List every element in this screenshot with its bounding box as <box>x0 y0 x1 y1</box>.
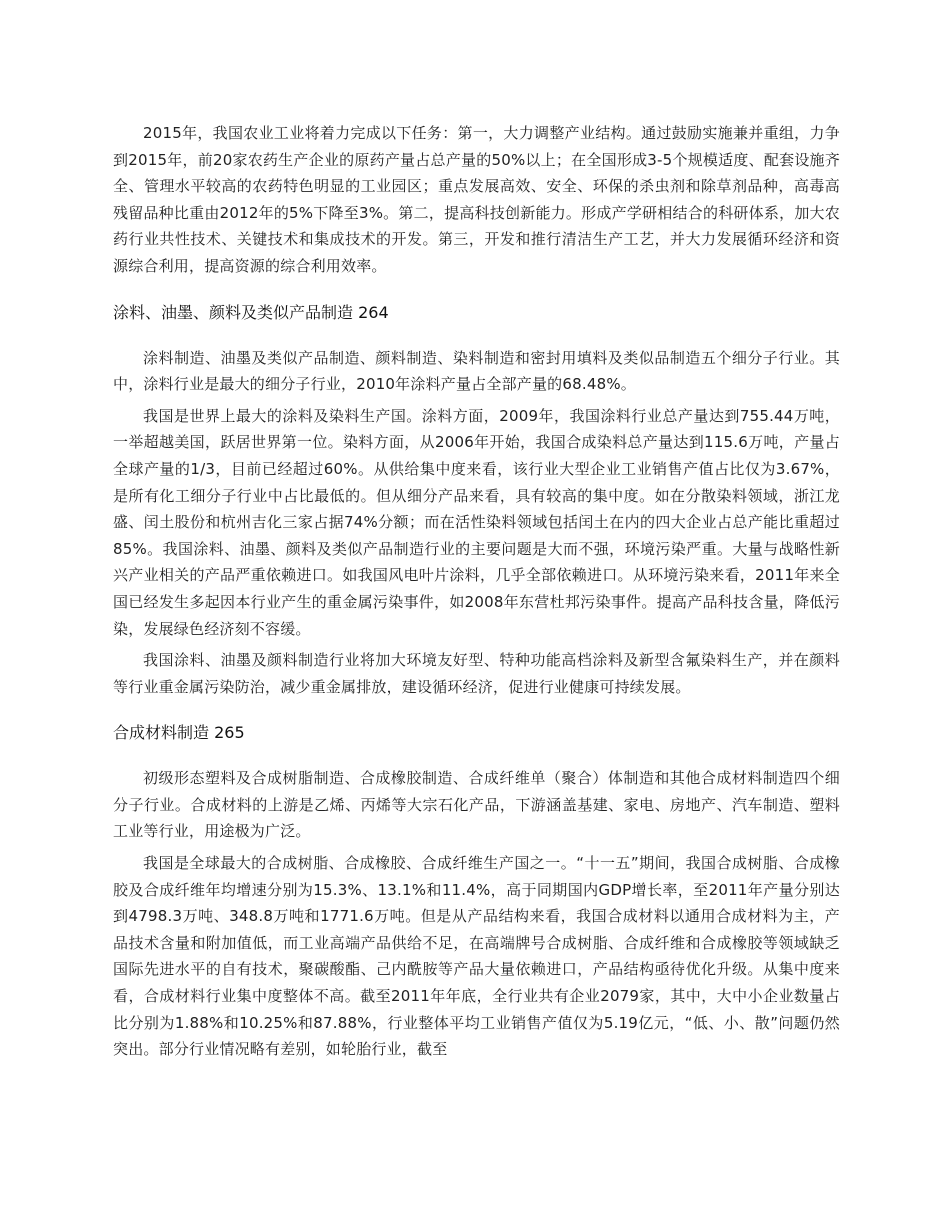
intro-paragraph: 2015年，我国农业工业将着力完成以下任务：第一，大力调整产业结构。通过鼓励实施兼并重组，力争到2015年，前20家农药生产企业的原药产量占总产量的50%以上；在全国形成3-5个规模适度、配套设施齐全、管理水平较高的农药特色明显的工业园区；重点发展高效、安全、环保的杀虫剂和除草剂品种，高毒高残留品种比重由2012年的5%下降至3%。第二，提高科技创新能力。形成产学研相结合的科研体系，加大农药行业共性技术、关键技术和集成技术的开发。第三，开发和推行清洁生产工艺，并大力发展循环经济和资源综合利用，提高资源的综合利用效率。 <box>113 124 840 275</box>
body-paragraph: 涂料制造、油墨及类似产品制造、颜料制造、染料制造和密封用填料及类似品制造五个细分子行业。其中，涂料行业是最大的细分子行业，2010年涂料产量占全部产量的68.48%。 <box>113 348 840 394</box>
body-paragraph: 我国涂料、油墨及颜料制造行业将加大环境友好型、特种功能高档涂料及新型含氟染料生产，并在颜料等行业重金属污染防治，减少重金属排放，建设循环经济，促进行业健康可持续发展。 <box>113 651 840 696</box>
body-paragraph: 初级形态塑料及合成树脂制造、合成橡胶制造、合成纤维单（聚合）体制造和其他合成材料制造四个细分子行业。合成材料的上游是乙烯、丙烯等大宗石化产品，下游涵盖基建、家电、房地产、汽车制造、塑料工业等行业，用途极为广泛。 <box>113 769 840 841</box>
section-synthetic-materials-body <box>113 765 840 1063</box>
document-page <box>113 120 840 1063</box>
body-paragraph: 我国是全球最大的合成树脂、合成橡胶、合成纤维生产国之一。“十一五”期间，我国合成树脂、合成橡胶及合成纤维年均增速分别为15.3%、13.1%和11.4%，高于同期国内GDP增长率，至2011年产量分别达到4798.3万吨、348.8万吨和1771.6万吨。但是从产品结构来看，我国合成材料以通用合成材料为主，产品技术含量和附加值低，而工业高端产品供给不足，在高端牌号合成树脂、合成纤维和合成橡胶等领域缺乏国际先进水平的自有技术，聚碳酸酯、己内酰胺等产品大量依赖进口，产品结构亟待优化升级。从集中度来看，合成材料行业集中度整体不高。截至2011年年底，全行业共有企业2079家，其中，大中小企业数量占比分别为1.88%和10.25%和87.88%，行业整体平均工业销售产值仅为5.19亿元，“低、小、散”问题仍然突出。部分行业情况略有差别，如轮胎行业，截至 <box>113 854 840 1059</box>
section-heading-coatings: 涂料、油墨、颜料及类似产品制造 264 <box>113 302 389 322</box>
body-paragraph: 我国是世界上最大的涂料及染料生产国。涂料方面，2009年，我国涂料行业总产量达到755.44万吨，一举超越美国，跃居世界第一位。染料方面，从2006年开始，我国合成染料总产量达到115.6万吨，产量占全球产量的1/3，目前已经超过60%。从供给集中度来看，该行业大型企业工业销售产值占比仅为3.67%，是所有化工细分子行业中占比最低的。但从细分产品来看，具有较高的集中度。如在分散染料领域，浙江龙盛、闰土股份和杭州吉化三家占据74%分额；而在活性染料领域包括闰土在内的四大企业占总产能比重超过85%。我国涂料、油墨、颜料及类似产品制造行业的主要问题是大而不强，环境污染严重。大量与战略性新兴产业相关的产品严重依赖进口。如我国风电叶片涂料，几乎全部依赖进口。从环境污染来看，2011年来全国已经发生多起因本行业产生的重金属污染事件，如2008年东营杜邦污染事件。提高产品科技含量，降低污染，发展绿色经济刻不容缓。 <box>113 406 840 638</box>
section-heading-synthetic-materials: 合成材料制造 265 <box>113 723 245 743</box>
section-coatings-body <box>113 345 840 701</box>
